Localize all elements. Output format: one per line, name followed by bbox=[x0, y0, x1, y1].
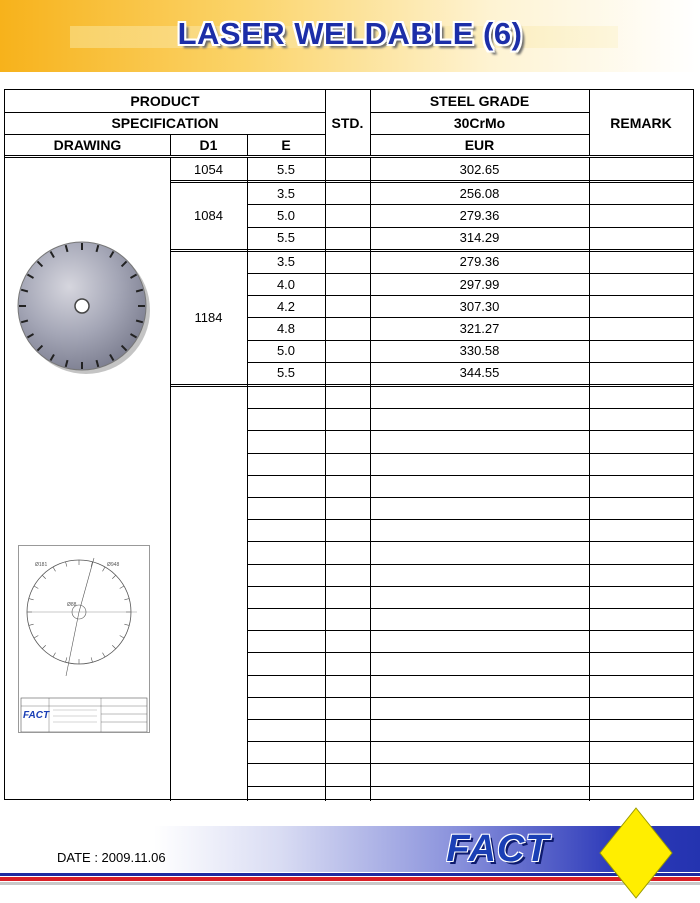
footer-band bbox=[0, 826, 700, 872]
empty-row-line bbox=[247, 541, 693, 542]
e-cell: 5.0 bbox=[276, 343, 296, 359]
header-e: E bbox=[281, 136, 291, 153]
drawing-label-3: Ø88 bbox=[67, 602, 77, 608]
e-cell: 3.5 bbox=[276, 254, 296, 270]
empty-row-line bbox=[247, 741, 693, 742]
e-cell: 3.5 bbox=[276, 185, 296, 201]
header-steel-grade: STEEL GRADE bbox=[429, 93, 530, 109]
e-cell: 5.5 bbox=[276, 365, 296, 381]
d1-cell: 1184 bbox=[194, 309, 223, 325]
empty-row-line bbox=[247, 497, 693, 498]
body-vline-4 bbox=[589, 157, 590, 801]
technical-drawing bbox=[18, 545, 150, 733]
empty-row-line bbox=[247, 430, 693, 431]
footer-stripe-grey bbox=[0, 882, 700, 885]
empty-row-line bbox=[247, 786, 693, 787]
header-product: PRODUCT bbox=[130, 93, 200, 109]
empty-row-line bbox=[247, 475, 693, 476]
empty-row-line bbox=[247, 630, 693, 631]
group-line bbox=[170, 384, 693, 385]
e-cell: 4.8 bbox=[276, 320, 296, 336]
fact-logo: FACT bbox=[446, 827, 550, 870]
d1-cell: 1084 bbox=[194, 207, 223, 223]
empty-row-line bbox=[247, 586, 693, 587]
header-drawing: DRAWING bbox=[53, 136, 122, 153]
header-remark: REMARK bbox=[610, 114, 672, 131]
empty-row-line bbox=[247, 519, 693, 520]
empty-row-line bbox=[247, 453, 693, 454]
header-currency: EUR bbox=[464, 136, 495, 153]
empty-row-line bbox=[247, 763, 693, 764]
drawing-logo: FACT bbox=[23, 710, 50, 721]
price-cell: 314.29 bbox=[459, 230, 500, 246]
d1-cell: 1054 bbox=[194, 161, 223, 177]
price-cell: 279.36 bbox=[459, 254, 500, 270]
body-vline-2 bbox=[325, 157, 326, 801]
header-std: STD. bbox=[331, 114, 364, 131]
footer-stripe-blue bbox=[0, 873, 700, 876]
price-cell: 279.36 bbox=[459, 207, 500, 223]
price-cell: 297.99 bbox=[459, 276, 500, 292]
price-cell: 344.55 bbox=[459, 365, 500, 381]
e-cell: 5.5 bbox=[276, 161, 296, 177]
e-cell: 5.0 bbox=[276, 207, 296, 223]
header-line-5 bbox=[5, 155, 693, 156]
price-cell: 302.65 bbox=[459, 161, 500, 177]
price-cell: 256.08 bbox=[459, 185, 500, 201]
empty-row-line bbox=[247, 608, 693, 609]
price-cell: 307.30 bbox=[459, 298, 500, 314]
e-cell: 5.5 bbox=[276, 230, 296, 246]
header-specification: SPECIFICATION bbox=[111, 115, 219, 131]
footer-stripe-red bbox=[0, 877, 700, 881]
empty-row-line bbox=[247, 652, 693, 653]
price-cell: 321.27 bbox=[459, 320, 500, 336]
empty-row-line bbox=[247, 408, 693, 409]
empty-row-line bbox=[247, 675, 693, 676]
group-line-2 bbox=[170, 386, 693, 387]
header-grade: 30CrMo bbox=[453, 115, 506, 131]
e-cell: 4.2 bbox=[276, 298, 296, 314]
drawing-label-2: Ø948 bbox=[107, 562, 120, 568]
drawing-label-1: Ø181 bbox=[35, 562, 48, 568]
header-d1: D1 bbox=[199, 136, 218, 153]
yellow-diamond-icon bbox=[598, 806, 674, 900]
empty-row-line bbox=[247, 564, 693, 565]
e-cell: 4.0 bbox=[276, 276, 296, 292]
saw-blade-image bbox=[14, 238, 154, 378]
footer-date: DATE : 2009.11.06 bbox=[57, 850, 166, 865]
empty-row-line bbox=[247, 697, 693, 698]
price-cell: 330.58 bbox=[459, 343, 500, 359]
page-title: LASER WELDABLE (6) bbox=[177, 16, 523, 51]
empty-row-line bbox=[247, 719, 693, 720]
